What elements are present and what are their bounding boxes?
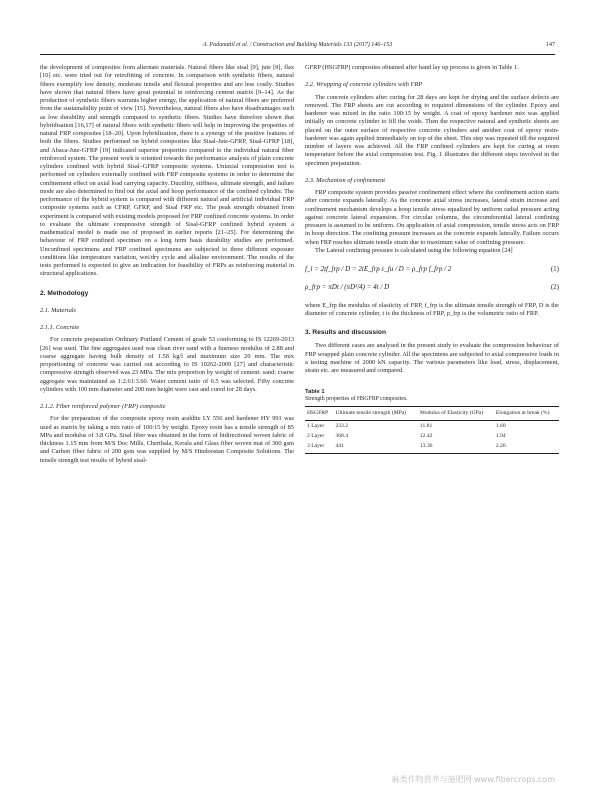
table-row <box>305 420 559 431</box>
table-row <box>305 431 559 441</box>
page-number: 147 <box>546 42 555 48</box>
table-cell: 368.4 <box>335 432 349 439</box>
watermark: 麻类作物营养与施肥网 www.fibercrops.com <box>391 775 555 784</box>
continued-paragraph: GFRP (HSGFRP) composites obtained after hand lay up process is given in Table 1. <box>305 64 519 71</box>
subsection-mechanism: 2.3. Mechanism of confinement <box>305 176 386 184</box>
table-cell: 1 Layer <box>307 422 325 429</box>
wrapping-paragraph: The concrete cylinders after curing for 28 days are kept for drying and the surface defects are removed. The FRP sheets are cut according to required dimensions of the cylinder. Epoxy and hardener was mixed in the ratio 100:15 by weight. A coat of epoxy hardener mix was applied initially on concrete cylinder to fill the voids. Then the respective natural and synthetic sheets are placed on the outer surface of respective concrete cylinders and another coat of epoxy resin-hardener was again applied immediately on top of the sheet. This step was repeated till the required number of layers was achieved. All the FRP confined cylinders are kept for curing at room temperature before the axial compression test. Fig. 1 illustrates the different steps involved in the specimen preparation. <box>305 93 559 167</box>
table-cell: 13.36 <box>418 441 494 454</box>
table-row <box>305 441 559 454</box>
results-paragraph: Two different cases are analysed in the present study to evaluate the compression behaviour of FRP wrapped plain concrete cylinder. All the specimens are subjected to axial compressive loads in a testing machine of 2000 kN capacity. The various parameters like load, stress, displacement, strain etc. are measured and compared. <box>305 342 559 374</box>
table-cell: 233.2 <box>335 422 349 429</box>
table-cell: 12.42 <box>419 432 433 439</box>
equation-1-number: (1) <box>550 265 559 273</box>
section-methodology: 2. Methodology <box>40 289 89 297</box>
running-title: A. Padanattil et al. / Construction and Building Materials 133 (2017) 146–153 <box>202 42 393 48</box>
equation-2 <box>305 283 559 291</box>
table-header-cell: Modulus of Elasticity (GPa) <box>418 407 494 420</box>
table-header-cell: Ultimate tensile strength (MPa) <box>333 407 417 420</box>
section-results: 3. Results and discussion <box>305 329 386 336</box>
table-cell: 1.94 <box>495 432 506 439</box>
running-header <box>40 42 555 52</box>
equation-2-number: (2) <box>550 283 559 292</box>
frp-paragraph: For the preparation of the composite epoxy resin araldite LY 556 and hardener HY 991 was used as matrix by taking a mix ratio of 100:15 by weight. Epoxy resin has a tensile strength of 85 MPa and modulus of 3.8 GPa. Sisal fiber was obtained in the form of bidirectional woven fabric of thickness 1.15 mm from M/S Doc Mills, Cherthala, Kerala and Glass fiber woven mat of 300 gsm and Carbon fiber fabric of 200 gsm was supplied by M/S Hindoostan Composite Solutions. The tensile strength test results of hybrid sisal- <box>40 415 294 464</box>
table-cell: 441 <box>333 441 417 454</box>
where-paragraph: where E_frp the modulus of elasticity of FRP, f_frp is the ultimate tensile strength of FRP, D is the diameter of concrete cylinder, t is the thickness of FRP, ρ_frp is the volumetric ratio of FRP. <box>305 301 559 317</box>
table-cell: 3 Layer <box>305 441 333 454</box>
concrete-paragraph: For concrete preparation Ordinary Portland Cement of grade 53 conforming to IS 12269-2013 [26] was used. The fine aggregates used was clean river sand with a fineness modulus of 2.88 and coarse aggregate having bulk density of 1.58 kg/l and maximum size 20 mm. The mix proportioning of concrete was carried out according to IS 10262-2009 [27] and characteristic compressive strength observed was 23 MPa. The mix proportion by weight of cement: sand: coarse aggregate was maintained as 1:2.61:3.60. Water cement ratio of 0.5 was selected. Fifty concrete cylinders with 100 mm diameter and 200 mm height were cast and cured for 28 days. <box>40 336 294 393</box>
left-column <box>40 64 294 465</box>
table-cell: 2.26 <box>494 441 559 454</box>
subsection-concrete: 2.1.1. Concrete <box>40 324 80 331</box>
table-caption-text: Strength properties of HSGFRP composites. <box>305 396 408 403</box>
equation-1-body: f_l = 2tf_frp / D = 2tE_frp ε_fu / D = ρ_frp f_frp / 2 <box>305 265 452 273</box>
subsection-wrapping: 2.2. Wrapping of concrete cylinders with FRP <box>305 81 423 89</box>
mechanism-paragraph: FRP composite system provides passive confinement effect where the confinement action starts after concrete expands laterally. As the concrete axial stress increases, lateral strain increase and confinement mechanism develops a hoop tensile stress equalized by uniform radial pressure acting against concrete lateral expansion. For circular columns, the circumferential lateral confining pressure is assumed to be uniform. On application of axial compression, tensile stress acts on FRP in hoop direction. The confining pressure increases as the concrete expands laterally. Failure occurs when FRP reaches ultimate tensile strain due to maximum value of confining pressure. <box>305 189 559 246</box>
equation-2-body: ρ_frp = πDt / (πD²/4) = 4t / D <box>305 283 390 292</box>
table-header-cell: Elongation at break (%) <box>494 407 559 420</box>
equation-1 <box>305 265 559 273</box>
table-cell: 2 Layer <box>307 432 325 439</box>
right-column <box>305 64 559 454</box>
table-label: Table 1 <box>305 389 325 396</box>
table-header-cell: HSGFRP <box>305 407 333 420</box>
table-cell: 11.81 <box>419 422 433 429</box>
subsection-materials: 2.1. Materials <box>40 306 77 314</box>
table-caption <box>305 389 559 403</box>
subsection-frp: 2.1.2. Fiber reinforced polymer (FRP) composite <box>40 403 166 410</box>
mechanism-paragraph-2: The Lateral confining pressure is calculated using the following equation [24] <box>315 246 513 254</box>
table-header-row <box>305 407 559 420</box>
table-cell: 1.60 <box>495 422 506 429</box>
header-rule <box>40 54 555 55</box>
table-strength-properties <box>305 406 559 454</box>
intro-paragraph: the development of composites from alternate materials. Natural fibers like sisal [9], jute [9], flax [10] etc. were tried out for retrofitting of concrete. In comparison with synthetic fibers, natural fibers exemplify low density, moderate tensile and flexural properties and are less costly. Studies have shown that natural fibers have great potential in reinforcing cement matrix [9–14]. As the production of synthetic fibers warrants higher energy, the application of natural fibers are preferred from the sustainability point of view [15]. Nevertheless, natural fibers also have disadvantages such as low durability and strength compared to synthetic fibers. Studies have therefore shown that hybridisation [16,17] of natural fibers with synthetic fibers will help in improving the properties of natural FRP composites [18–20]. Upon hybridization, there is a synergy of the positive features of both the fibers. Studies performed on hybrid composites like Sisal-Jute-GFRP, Sisal-GFRP [18], and Abaca-Jute-GFRP [19] indicated superior properties compared to the individual natural fiber reinforced system. The present work is oriented towards the performance analysis of plain concrete cylinders confined with hybrid Sisal–GFRP composite systems. Uniaxial compression test is performed on cylinders externally confined with FRP composite systems in order to determine the confinement effect on axial load carrying capacity. Ductility, stiffness, ultimate strength, and failure mode are also determined to find out the axial and hoop performance of the confined cylinder. The performance of the hybrid system is compared with different natural and artificial individual FRP composite systems such as CFRP, GFRP, and Sisal FRP etc. The peak strength obtained from experiment is compared with existing models proposed for FRP confined concrete systems. In order to evaluate the ultimate compressive strength of Sisal-GFRP confined hybrid system a mathematical model is made use of proposed in earlier reports [21–25]. For determining the behaviour of FRP confined specimen on a long term basis durability studies are performed. Unconfined specimens and FRP confined specimens are subjected to three different exposure conditions like temperature variation, wet/dry cycle and alkaline environment. The results of the tests performed is expected to give an indication for feasibility of FRPs as reinforcing material in structural applications. <box>40 64 294 278</box>
